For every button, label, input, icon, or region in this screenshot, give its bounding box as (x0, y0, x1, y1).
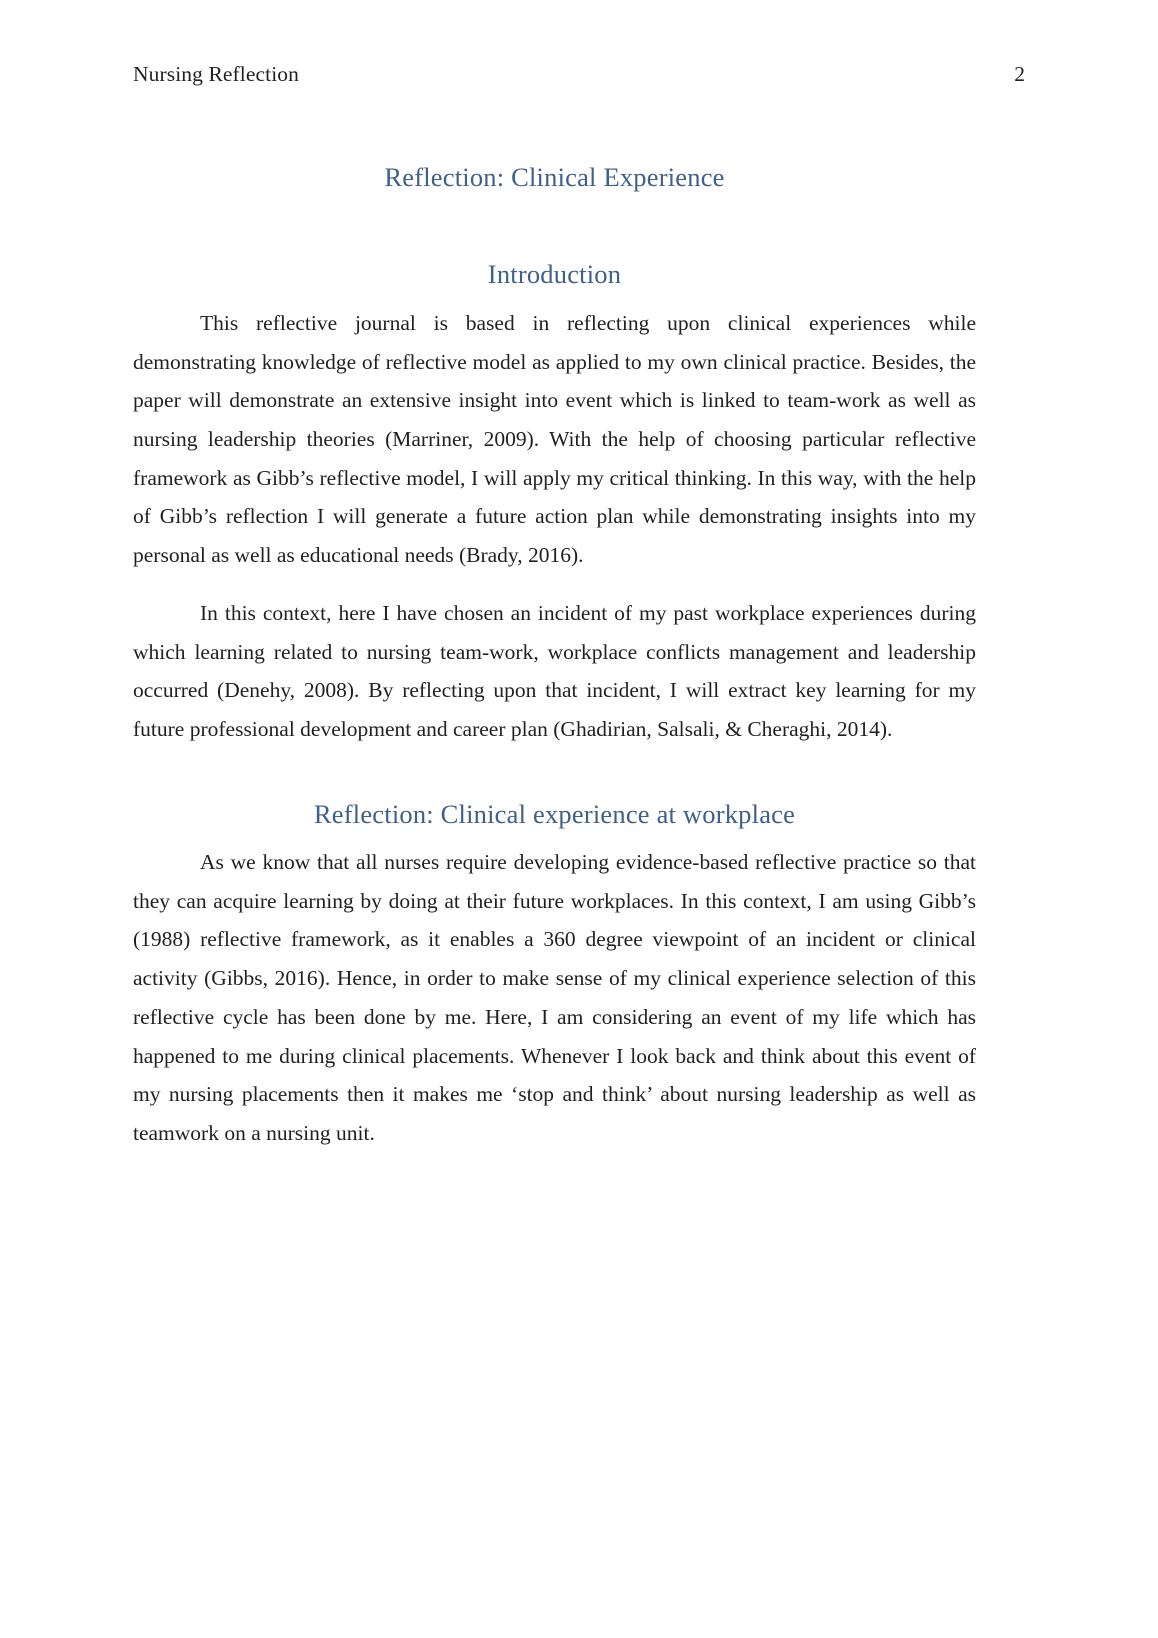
section-heading-reflection-workplace: Reflection: Clinical experience at workplace (313, 798, 796, 829)
paragraph-reflection-1: As we know that all nurses require developing evidence-based reflective practice so that they can acquire learning by doing at their future workplaces. In this context, I am using Gibb’s (1988) reflective framework, as it enables a 360 degree viewpoint of an incident or clinical activity (Gibbs, 2016). Hence, in order to make sense of my clinical experience selection of this reflective cycle has been done by me. Here, I am considering an event of my life which has happened to me during clinical placements. Whenever I look back and think about this event of my nursing placements then it makes me ‘stop and think’ about nursing leadership as well as teamwork on a nursing unit. (133, 850, 976, 1145)
spacer-after-heading-1 (133, 292, 976, 304)
running-header (133, 62, 1025, 88)
running-header-title: Nursing Reflection (133, 62, 299, 86)
paragraph-intro-2: In this context, here I have chosen an incident of my past workplace experiences during which learning related to nursing team-work, workplace conflicts management and leadership occurred (Denehy, 2008). By reflecting upon that incident, I will extract key learning for my future professional development and career plan (Ghadirian, Salsali, & Cheraghi, 2014). (133, 600, 976, 741)
page-number: 2 (1014, 62, 1025, 86)
spacer-after-heading-2 (133, 831, 976, 843)
spacer-after-title (133, 194, 976, 257)
page-title: Reflection: Clinical Experience (384, 162, 725, 192)
paragraph-intro-1: This reflective journal is based in reflecting upon clinical experiences while demonstrating knowledge of reflective model as applied to my own clinical practice. Besides, the paper will demonstrate an extensive insight into event which is linked to team-work as well as nursing leadership theories (Marriner, 2009). With the help of choosing particular reflective framework as Gibb’s reflective model, I will apply my critical thinking. In this way, with the help of Gibb’s reflection I will generate a future action plan while demonstrating insights into my personal as well as educational needs (Brady, 2016). (133, 310, 976, 568)
document-body (133, 160, 976, 1153)
section-heading-introduction: Introduction (487, 259, 622, 290)
spacer-before-heading-2 (133, 749, 976, 797)
